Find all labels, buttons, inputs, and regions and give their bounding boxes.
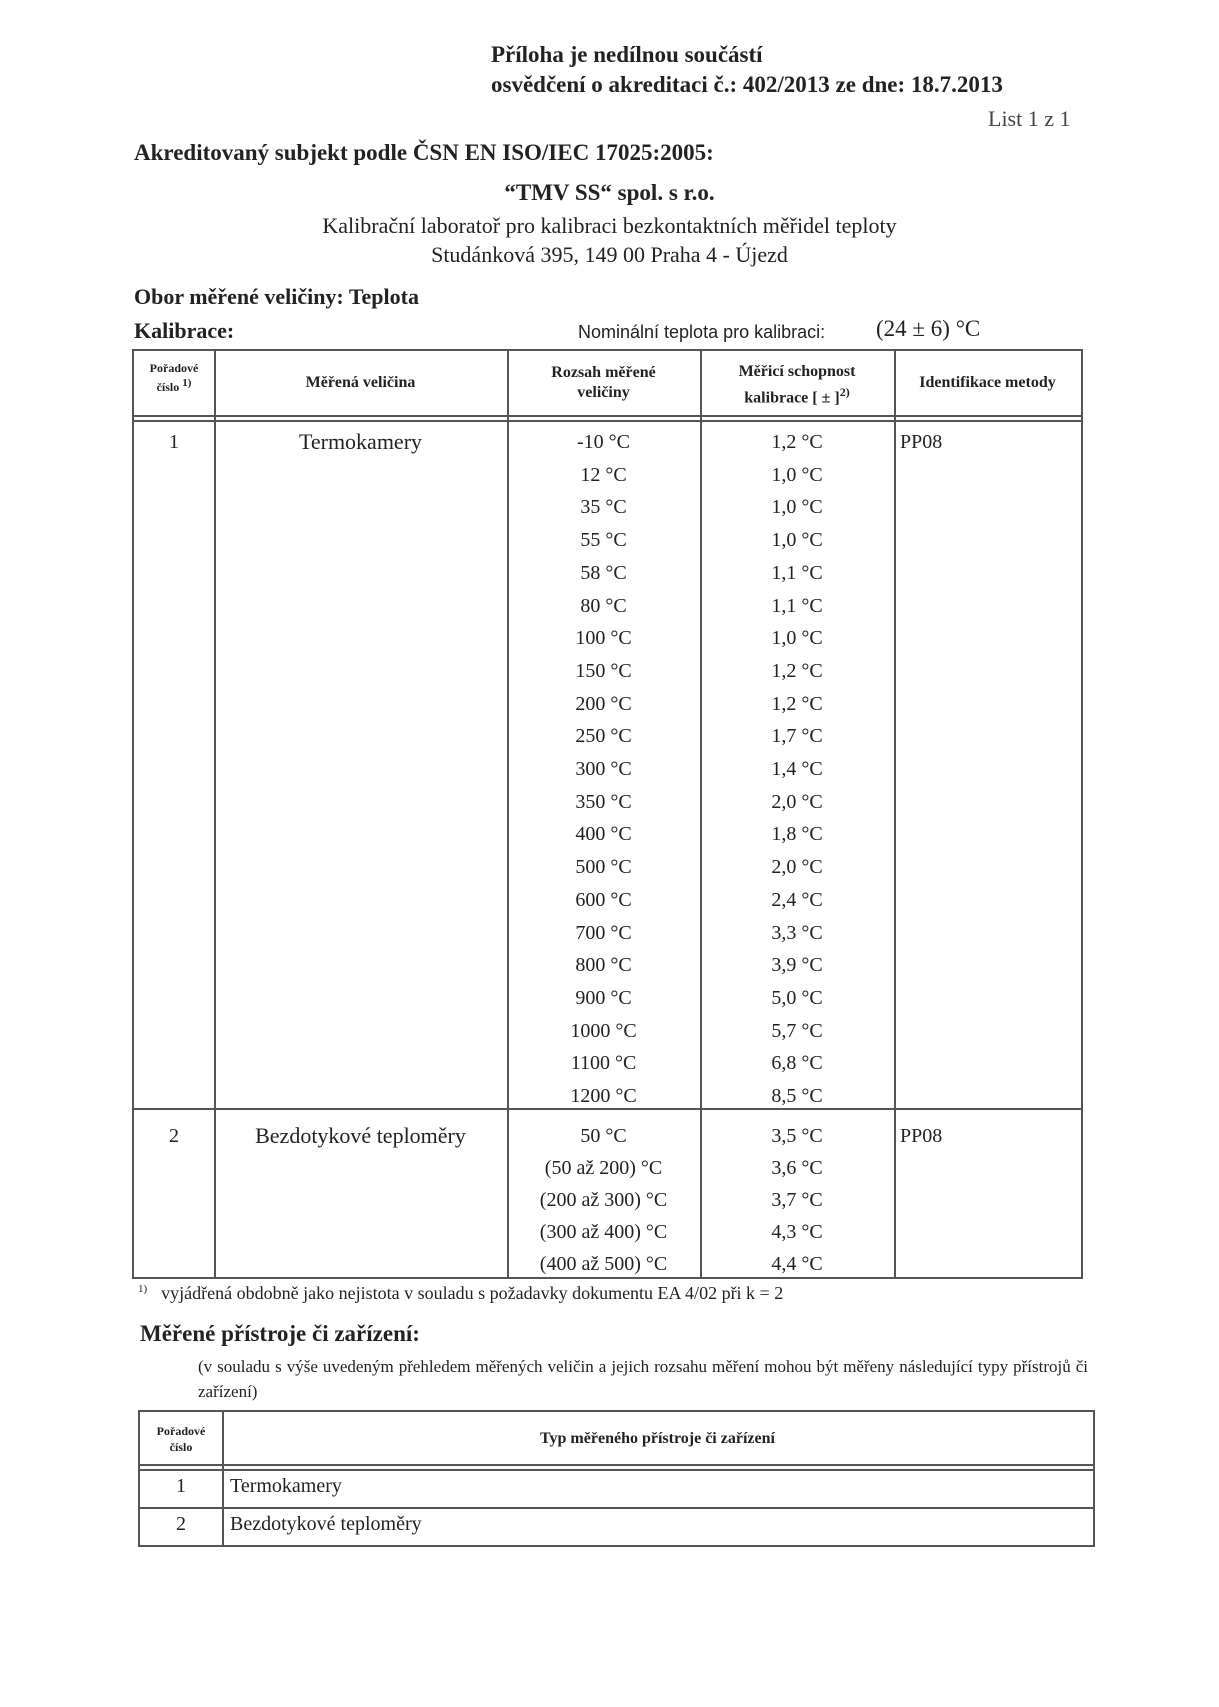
range-value: (300 až 400) °C (539, 1221, 668, 1243)
device-row-1-number: 1 (176, 1475, 186, 1497)
range-value: 50 °C (580, 1125, 627, 1147)
range-value: 1200 °C (570, 1085, 637, 1107)
cmc-value: 3,7 °C (771, 1189, 823, 1211)
annex-title: Příloha je nedílnou součástí (491, 42, 763, 67)
cmc-value: 2,0 °C (771, 790, 823, 813)
devices-header-type: Typ měřeného přístroje či zařízení (540, 1430, 775, 1447)
range-value: -10 °C (577, 431, 630, 453)
header-measured-quantity: Měřená veličina (305, 374, 416, 391)
cmc-value: 2,0 °C (771, 856, 823, 879)
cmc-value: 1,1 °C (771, 594, 823, 617)
devices-table (138, 1410, 1095, 1547)
devices-header-order-number: Pořadové číslo (156, 1424, 206, 1454)
range-value: 35 °C (580, 496, 627, 519)
range-value: 58 °C (580, 561, 627, 584)
cmc-value: 1,4 °C (771, 758, 823, 780)
header-method: Identifikace metody (919, 374, 1056, 391)
cmc-value: 3,6 °C (771, 1157, 823, 1179)
devices-title: Měřené přístroje či zařízení: (140, 1321, 420, 1346)
range-value: 800 °C (575, 954, 632, 977)
range-value: 100 °C (575, 627, 632, 650)
cmc-value: 1,2 °C (771, 431, 823, 453)
nominal-temperature-value: (24 ± 6) °C (876, 316, 981, 341)
cmc-value: 3,5 °C (771, 1125, 823, 1147)
accredited-subject: Akreditovaný subjekt podle ČSN EN ISO/IEC 17025:2005: (134, 140, 714, 165)
cmc-value: 2,4 °C (771, 888, 823, 911)
range-value: (400 až 500) °C (539, 1253, 668, 1275)
device-row-2-type: Bezdotykové teploměry (230, 1513, 422, 1535)
device-row-1-type: Termokamery (230, 1475, 342, 1497)
cmc-value: 1,0 °C (771, 496, 823, 519)
range-value: 700 °C (575, 921, 632, 944)
cmc-value: 1,7 °C (771, 725, 823, 748)
cmc-value: 3,3 °C (771, 921, 823, 944)
range-value: 150 °C (575, 659, 632, 682)
range-value: 300 °C (575, 758, 632, 780)
range-value: 80 °C (580, 594, 627, 617)
cmc-value: 1,0 °C (771, 627, 823, 650)
range-value: 350 °C (575, 790, 632, 813)
nominal-temperature-label: Nominální teplota pro kalibraci: (578, 322, 826, 342)
range-value: 500 °C (575, 856, 632, 879)
range-value: (50 až 200) °C (544, 1157, 663, 1179)
group-1-method: PP08 (900, 431, 943, 453)
calibration-label: Kalibrace: (134, 318, 235, 343)
sheet-number: List 1 z 1 (988, 106, 1071, 131)
cmc-value: 1,8 °C (771, 823, 823, 846)
cmc-value: 1,0 °C (771, 463, 823, 486)
group-1-number: 1 (169, 431, 179, 453)
cmc-value: 4,4 °C (771, 1253, 823, 1275)
cmc-value: 3,9 °C (771, 954, 823, 977)
header-cmc: Měřicí schopnost kalibrace [ ± ]$^{2)}$ (738, 363, 856, 407)
range-value: 900 °C (575, 986, 632, 1009)
range-value: (200 až 300) °C (539, 1189, 668, 1211)
laboratory-address: Studánková 395, 149 00 Praha 4 - Újezd (431, 242, 788, 267)
cmc-value: 8,5 °C (771, 1085, 823, 1107)
range-value: 600 °C (575, 888, 632, 911)
cmc-value: 1,0 °C (771, 529, 823, 552)
footnote: $^{1)}$ vyjádřená obdobně jako nejistota v souladu s požadavky dokumentu EA 4/02 při k = 2 (138, 1283, 784, 1303)
range-value: 1100 °C (570, 1052, 637, 1075)
header-order-number: Pořadové číslo $^{1)}$ (149, 361, 199, 394)
cmc-value: 1,1 °C (771, 561, 823, 584)
range-value: 400 °C (575, 823, 632, 846)
cmc-value: 6,8 °C (771, 1052, 823, 1075)
cmc-value: 1,2 °C (771, 692, 823, 715)
range-value: 1000 °C (570, 1019, 637, 1042)
devices-note: (v souladu s výše uvedeným přehledem měřených veličin a jejich rozsahu měření mohou být měřeny následující typy přístrojů či zařízení) (198, 1357, 1088, 1401)
laboratory-name: Kalibrační laboratoř pro kalibraci bezkontaktních měřidel teploty (322, 213, 897, 238)
range-value: 250 °C (575, 725, 632, 748)
device-row-2-number: 2 (176, 1513, 186, 1535)
cmc-value: 1,2 °C (771, 659, 823, 682)
group-2-number: 2 (169, 1125, 179, 1147)
cmc-value: 5,7 °C (771, 1019, 823, 1042)
range-value: 12 °C (580, 463, 627, 486)
calibration-table (132, 349, 1083, 1279)
certificate-reference: osvědčení o akreditaci č.: 402/2013 ze dne: 18.7.2013 (491, 72, 1003, 97)
measurement-scope: Obor měřené veličiny: Teplota (134, 284, 419, 309)
range-value: 200 °C (575, 692, 632, 715)
company-name: “TMV SS“ spol. s r.o. (504, 180, 715, 205)
cmc-value: 4,3 °C (771, 1221, 823, 1243)
range-value: 55 °C (580, 529, 627, 552)
group-1-quantity: Termokamery (298, 429, 423, 454)
cmc-value: 5,0 °C (771, 986, 823, 1009)
group-2-quantity: Bezdotykové teploměry (255, 1123, 466, 1148)
group-2-method: PP08 (900, 1125, 943, 1147)
header-range: Rozsah měřené veličiny (551, 364, 656, 401)
